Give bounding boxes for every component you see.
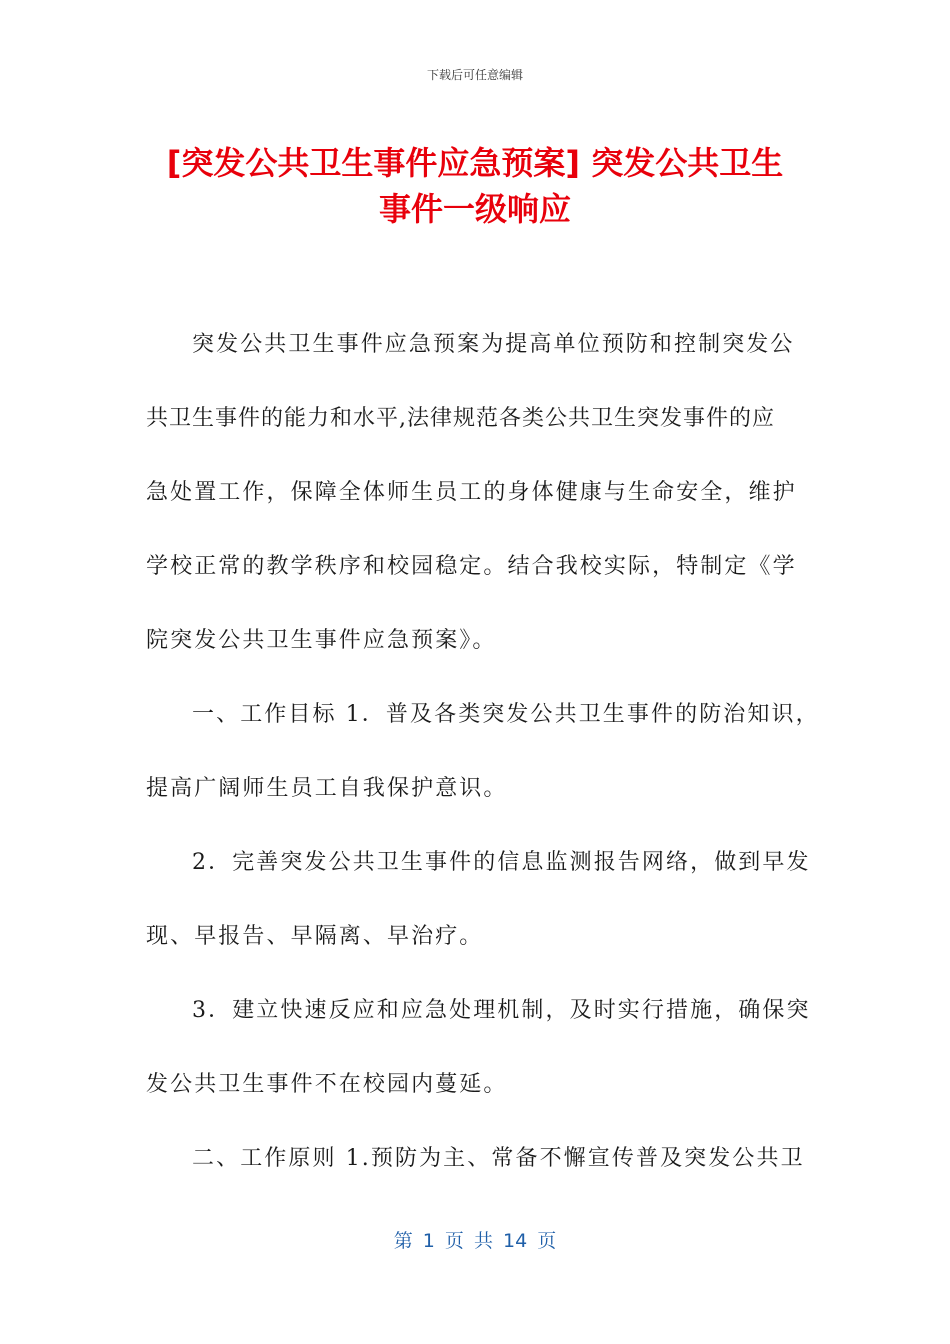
- body-line: 2．完善突发公共卫生事件的信息监测报告网络，做到早发: [192, 850, 811, 875]
- body-line: 3．建立快速反应和应急处理机制，及时实行措施，确保突: [192, 998, 811, 1023]
- title-line-1: [突发公共卫生事件应急预案] 突发公共卫生: [166, 144, 784, 182]
- body-line: 学校正常的教学秩序和校园稳定。结合我校实际，特制定《学: [146, 554, 797, 579]
- body-line: 现、早报告、早隔离、早治疗。: [146, 924, 484, 949]
- body-line: 共卫生事件的能力和水平,法律规范各类公共卫生突发事件的应: [146, 406, 775, 431]
- body-line: 二、工作原则 1.预防为主、常备不懈宣传普及突发公共卫: [192, 1146, 805, 1171]
- document-body: [146, 318, 820, 1206]
- body-line: 一、工作目标 1．普及各类突发公共卫生事件的防治知识，: [192, 702, 820, 727]
- document-title: [100, 140, 850, 232]
- body-line: 发公共卫生事件不在校园内蔓延。: [146, 1072, 508, 1097]
- page-footer: 第 1 页 共 14 页: [393, 1230, 557, 1252]
- body-line: 突发公共卫生事件应急预案为提高单位预防和控制突发公: [192, 332, 795, 357]
- body-line: 提高广阔师生员工自我保护意识。: [146, 776, 508, 801]
- body-line: 急处置工作，保障全体师生员工的身体健康与生命安全，维护: [146, 480, 797, 505]
- header-note: 下载后可任意编辑: [426, 68, 523, 82]
- title-line-2: 事件一级响应: [378, 190, 571, 228]
- body-line: 院突发公共卫生事件应急预案》。: [146, 628, 497, 653]
